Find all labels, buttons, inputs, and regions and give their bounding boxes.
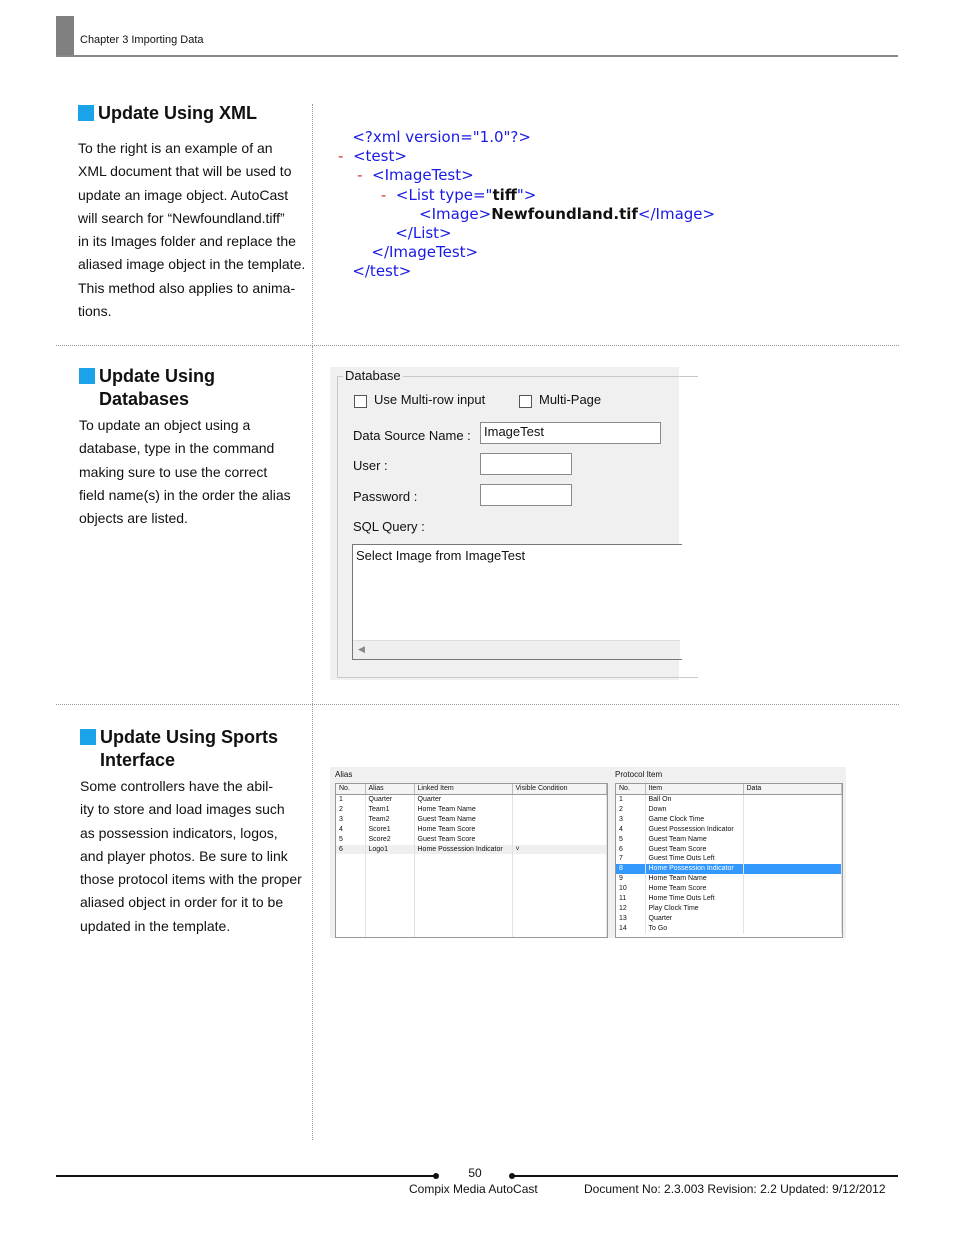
multipage-label: Multi-Page	[539, 392, 602, 407]
footer-rule-right	[512, 1175, 898, 1177]
divider-vertical	[312, 346, 313, 704]
section-db-body: To update an object using a database, type in the command making sure to use the correct field name(s) in the order the alias objects are listed.	[79, 417, 291, 527]
table-row[interactable]: 2 Down	[616, 805, 842, 815]
section-xml-body: To the right is an example of an XML document that will be used to update an image object. AutoCast will search for “Newfoundland.tiff” in its Images folder and replace the aliased image object in the template. This method also applies to anima- tions.	[78, 140, 306, 320]
divider-horizontal	[56, 704, 899, 705]
alias-col-alias[interactable]: Alias	[365, 784, 414, 795]
divider-horizontal	[56, 345, 899, 346]
database-legend: Database	[345, 368, 401, 383]
section-sports-body: Some controllers have the abil- ity to store and load images such as possession indicators, logos, and player photos. Be sure to link those protocol items with the proper aliased object in order for it to be updated in the template.	[80, 778, 302, 934]
footer-rule-left	[56, 1175, 436, 1177]
page-number: 50	[468, 1166, 482, 1180]
table-row[interactable]: 3 Team2 Guest Team Name	[336, 815, 607, 825]
divider-vertical	[312, 705, 313, 1140]
table-row[interactable]: 9 Home Team Name	[616, 874, 842, 884]
dsn-input[interactable]: ImageTest	[480, 422, 661, 444]
scroll-left-arrow-icon[interactable]: ◀	[358, 644, 365, 654]
section-marker-icon	[79, 368, 95, 384]
multipage-checkbox[interactable]	[519, 395, 532, 408]
table-row[interactable]: 10 Home Team Score	[616, 884, 842, 894]
sql-horizontal-scrollbar[interactable]	[353, 640, 680, 659]
alias-panel-label: Alias	[335, 770, 353, 779]
sql-query-textarea[interactable]: Select Image from ImageTest	[352, 544, 682, 660]
alias-col-visible-condition[interactable]: Visible Condition	[512, 784, 607, 795]
alias-grid[interactable]	[335, 783, 608, 938]
protocol-col-data[interactable]: Data	[743, 784, 842, 795]
multirow-label: Use Multi-row input	[374, 392, 486, 407]
section-title-databases: Update Using Databases	[99, 366, 216, 409]
section-marker-icon	[80, 729, 96, 745]
protocol-panel-label: Protocol Item	[615, 770, 663, 779]
xml-example: <?xml version="1.0"?> - <test> - <ImageTest> - <List type="tiff"> <Image>Newfoundland.tif</Image> </List> </ImageTest> </test>	[338, 128, 716, 281]
protocol-col-item[interactable]: Item	[645, 784, 743, 795]
table-row[interactable]: 2 Team1 Home Team Name	[336, 805, 607, 815]
visible-condition-dropdown[interactable]: ˅	[512, 845, 607, 855]
table-row[interactable]: 6 Logo1 Home Possession Indicator ˅	[336, 845, 607, 855]
divider-vertical	[312, 104, 313, 344]
alias-col-no[interactable]: No.	[336, 784, 365, 795]
protocol-col-no[interactable]: No.	[616, 784, 645, 795]
table-row[interactable]: 5 Score2 Guest Team Score	[336, 835, 607, 845]
table-row[interactable]: 12 Play Clock Time	[616, 904, 842, 914]
alias-col-linked-item[interactable]: Linked Item	[414, 784, 512, 795]
dsn-label: Data Source Name :	[353, 428, 471, 443]
header-bar	[56, 16, 74, 56]
table-row[interactable]: 11 Home Time Outs Left	[616, 894, 842, 904]
table-row[interactable]: 13 Quarter	[616, 914, 842, 924]
sql-label: SQL Query :	[353, 519, 425, 534]
table-row[interactable]: 1 Ball On	[616, 795, 842, 805]
table-row[interactable]: 14 To Go	[616, 924, 842, 934]
table-row[interactable]: 7 Guest Time Outs Left	[616, 854, 842, 864]
table-row[interactable]: 8 Home Possession Indicator	[616, 864, 842, 874]
table-row[interactable]: 5 Guest Team Name	[616, 835, 842, 845]
user-label: User :	[353, 458, 388, 473]
table-row[interactable]: 4 Guest Possession Indicator	[616, 825, 842, 835]
section-title-sports: Update Using Sports Interface	[100, 727, 279, 770]
header-rule	[56, 55, 898, 57]
protocol-grid[interactable]	[615, 783, 843, 938]
multirow-checkbox[interactable]	[354, 395, 367, 408]
user-input[interactable]	[480, 453, 572, 475]
table-row[interactable]: 3 Game Clock Time	[616, 815, 842, 825]
section-marker-icon	[78, 105, 94, 121]
password-input[interactable]	[480, 484, 572, 506]
section-title-xml: Update Using XML	[98, 103, 258, 123]
chapter-title: Chapter 3 Importing Data	[80, 34, 204, 46]
password-label: Password :	[353, 489, 418, 504]
table-row[interactable]: 6 Guest Team Score	[616, 845, 842, 855]
footer-dot	[433, 1173, 439, 1179]
table-row[interactable]: 4 Score1 Home Team Score	[336, 825, 607, 835]
table-row[interactable]: 1 Quarter Quarter	[336, 795, 607, 805]
footer-product: Compix Media AutoCast	[409, 1182, 538, 1196]
footer-doc-info: Document No: 2.3.003 Revision: 2.2 Updated: 9/12/2012	[584, 1182, 886, 1196]
